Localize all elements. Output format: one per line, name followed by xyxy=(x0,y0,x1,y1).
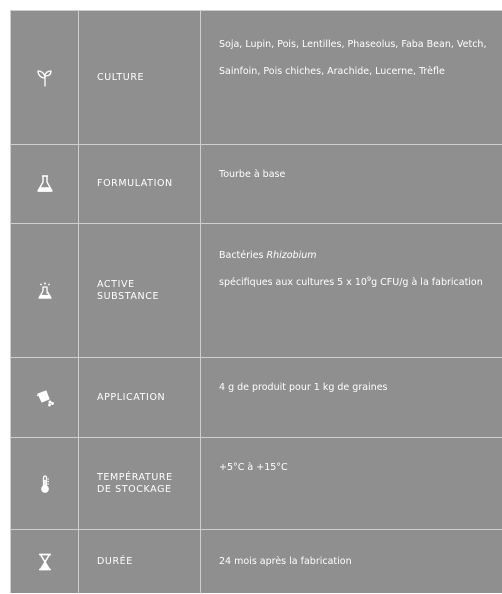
spec-label-culture: CULTURE xyxy=(97,71,145,83)
sprout-icon xyxy=(35,68,55,88)
spec-row-application xyxy=(11,358,502,438)
seed-application-icon xyxy=(35,388,55,408)
hourglass-icon xyxy=(35,552,55,572)
spec-label-active-substance: ACTIVE SUBSTANCE xyxy=(97,278,160,302)
spec-row-storage-temperature xyxy=(11,438,502,530)
product-spec-table xyxy=(10,10,502,593)
spec-value-active-substance: Bactéries Rhizobium spécifiques aux cultures 5 x $10^9g$ CFU/g à la fabrication xyxy=(219,250,483,288)
spec-label-storage-temperature: TEMPÉRATURE DE STOCKAGE xyxy=(97,471,173,495)
flask-icon xyxy=(35,174,55,194)
spec-value-shelf-life: 24 mois après la fabrication xyxy=(219,556,352,567)
spec-row-formulation xyxy=(11,145,502,224)
spec-row-culture xyxy=(11,11,502,145)
spec-value-application: 4 g de produit pour 1 kg de graines xyxy=(219,382,388,393)
spec-value-formulation: Tourbe à base xyxy=(219,169,286,180)
thermometer-icon xyxy=(35,474,55,494)
spec-value-culture: Soja, Lupin, Pois, Lentilles, Phaseolus, Faba Bean, Vetch, Sainfoin, Pois chiches, Arachide, Lucerne, Trèfle xyxy=(219,39,487,77)
spec-label-application: APPLICATION xyxy=(97,391,166,403)
bacteria-flask-icon xyxy=(35,281,55,301)
spec-label-shelf-life: DURÉE xyxy=(97,556,133,567)
spec-value-storage-temperature: +5°C à +15°C xyxy=(219,462,288,473)
spec-label-formulation: FORMULATION xyxy=(97,178,173,189)
spec-row-active-substance xyxy=(11,224,502,358)
spec-row-shelf-life xyxy=(11,530,502,594)
